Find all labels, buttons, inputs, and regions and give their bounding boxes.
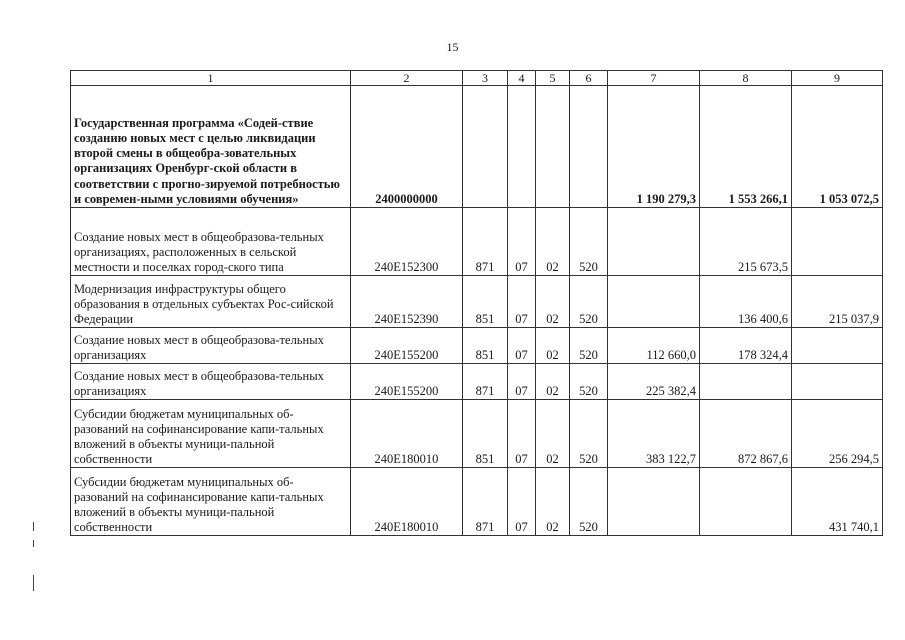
row-value-9: 256 294,5 xyxy=(792,400,883,468)
row-code: 240E180010 xyxy=(351,400,463,468)
row-code: 2400000000 xyxy=(351,86,463,208)
row-code: 240E155200 xyxy=(351,364,463,400)
table-row xyxy=(71,276,883,328)
table-row xyxy=(71,468,883,536)
column-number: 7 xyxy=(608,71,700,86)
row-c4 xyxy=(508,86,536,208)
row-c4: 07 xyxy=(508,468,536,536)
column-number: 8 xyxy=(700,71,792,86)
column-number-row xyxy=(71,71,883,86)
table-row xyxy=(71,400,883,468)
row-name: Государственная программа «Содей-ствие созданию новых мест с целью ликвидации второй смены в общеобра-зовательных организациях Оренбург-ской области в соответствии с прогно-зируемой потребностью и современ-ными условиями обучения» xyxy=(71,86,351,208)
table-row xyxy=(71,328,883,364)
row-value-9: 431 740,1 xyxy=(792,468,883,536)
row-c3: 851 xyxy=(463,276,508,328)
row-name: Создание новых мест в общеобразова-тельных организациях xyxy=(71,364,351,400)
row-name: Субсидии бюджетам муниципальных об-разований на софинансирование капи-тальных вложений в объекты муници-пальной собственности xyxy=(71,400,351,468)
row-c4: 07 xyxy=(508,364,536,400)
row-name: Создание новых мест в общеобразова-тельных организациях, расположенных в сельской местности и поселках город-ского типа xyxy=(71,208,351,276)
row-c6: 520 xyxy=(570,364,608,400)
row-c3: 871 xyxy=(463,208,508,276)
row-c6 xyxy=(570,86,608,208)
row-c6: 520 xyxy=(570,328,608,364)
row-value-8: 1 553 266,1 xyxy=(700,86,792,208)
row-c5 xyxy=(536,86,570,208)
budget-table xyxy=(70,70,883,536)
column-number: 5 xyxy=(536,71,570,86)
row-value-7: 112 660,0 xyxy=(608,328,700,364)
row-c5: 02 xyxy=(536,364,570,400)
row-c3: 851 xyxy=(463,328,508,364)
row-value-9 xyxy=(792,364,883,400)
row-c5: 02 xyxy=(536,328,570,364)
row-value-7: 1 190 279,3 xyxy=(608,86,700,208)
row-name: Создание новых мест в общеобразова-тельных организациях xyxy=(71,328,351,364)
row-c3: 871 xyxy=(463,468,508,536)
row-c6: 520 xyxy=(570,208,608,276)
row-value-9: 215 037,9 xyxy=(792,276,883,328)
row-value-8: 178 324,4 xyxy=(700,328,792,364)
row-code: 240E155200 xyxy=(351,328,463,364)
page-number: 15 xyxy=(446,40,459,54)
row-value-7: 225 382,4 xyxy=(608,364,700,400)
column-number: 4 xyxy=(508,71,536,86)
row-value-8: 136 400,6 xyxy=(700,276,792,328)
table-row-program xyxy=(71,86,883,208)
row-c4: 07 xyxy=(508,328,536,364)
row-c5: 02 xyxy=(536,468,570,536)
margin-mark xyxy=(33,540,34,547)
row-value-8: 872 867,6 xyxy=(700,400,792,468)
table-row xyxy=(71,208,883,276)
row-value-7 xyxy=(608,468,700,536)
row-value-9: 1 053 072,5 xyxy=(792,86,883,208)
margin-mark xyxy=(33,522,34,531)
row-c4: 07 xyxy=(508,400,536,468)
column-number: 2 xyxy=(351,71,463,86)
row-c3: 871 xyxy=(463,364,508,400)
row-name: Модернизация инфраструктуры общего образования в отдельных субъектах Рос-сийской Федерации xyxy=(71,276,351,328)
row-name: Субсидии бюджетам муниципальных об-разований на софинансирование капи-тальных вложений в объекты муници-пальной собственности xyxy=(71,468,351,536)
row-value-7 xyxy=(608,276,700,328)
row-value-8 xyxy=(700,468,792,536)
row-code: 240E152390 xyxy=(351,276,463,328)
column-number: 3 xyxy=(463,71,508,86)
row-code: 240E180010 xyxy=(351,468,463,536)
row-value-7 xyxy=(608,208,700,276)
row-c3: 851 xyxy=(463,400,508,468)
row-c6: 520 xyxy=(570,468,608,536)
margin-mark xyxy=(33,575,34,591)
row-value-8 xyxy=(700,364,792,400)
row-c3 xyxy=(463,86,508,208)
column-number: 1 xyxy=(71,71,351,86)
row-c6: 520 xyxy=(570,276,608,328)
row-value-7: 383 122,7 xyxy=(608,400,700,468)
row-c6: 520 xyxy=(570,400,608,468)
row-c5: 02 xyxy=(536,400,570,468)
row-c4: 07 xyxy=(508,276,536,328)
column-number: 9 xyxy=(792,71,883,86)
column-number: 6 xyxy=(570,71,608,86)
row-value-9 xyxy=(792,328,883,364)
row-code: 240E152300 xyxy=(351,208,463,276)
row-c5: 02 xyxy=(536,276,570,328)
row-c4: 07 xyxy=(508,208,536,276)
table-row xyxy=(71,364,883,400)
row-value-8: 215 673,5 xyxy=(700,208,792,276)
row-value-9 xyxy=(792,208,883,276)
row-c5: 02 xyxy=(536,208,570,276)
